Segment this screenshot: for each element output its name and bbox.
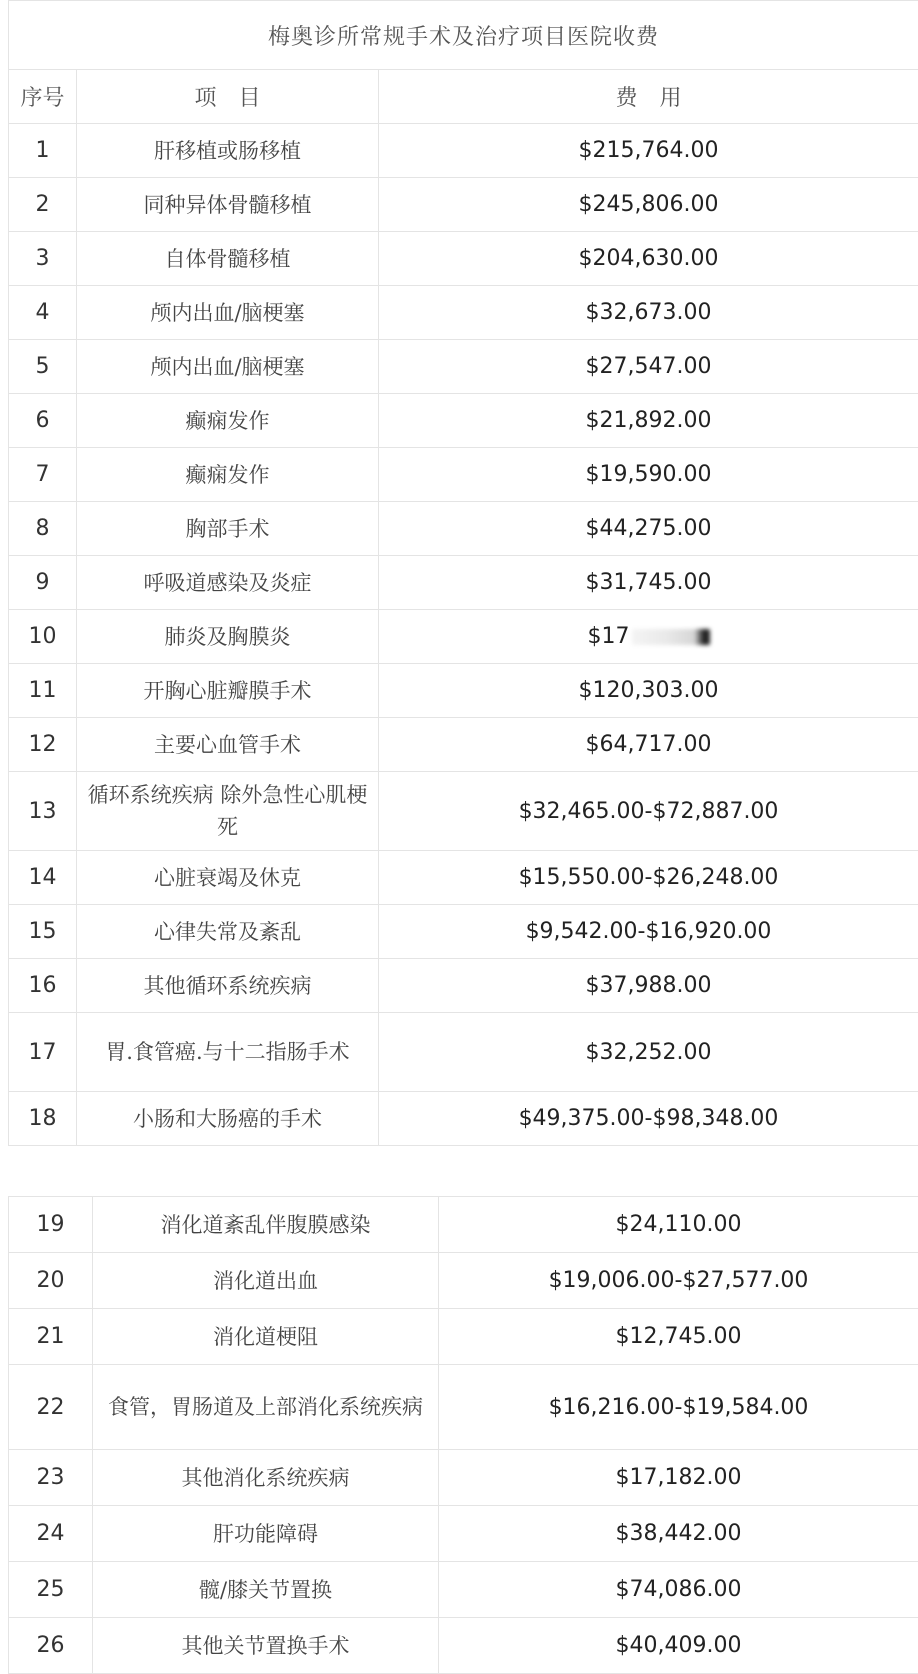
row-fee: $19,590.00 [379,448,918,502]
table-row [9,1365,918,1450]
row-fee: $9,542.00-$16,920.00 [379,905,918,959]
row-fee: $19,006.00-$27,577.00 [439,1253,918,1309]
row-fee: $49,375.00-$98,348.00 [379,1092,918,1146]
row-number: 15 [9,905,77,959]
table-title-row [9,1,918,70]
table-row [9,1618,918,1674]
row-fee: $16,216.00-$19,584.00 [439,1365,918,1450]
row-item: 心脏衰竭及休克 [77,851,379,905]
row-item: 胸部手术 [77,502,379,556]
row-item: 呼吸道感染及炎症 [77,556,379,610]
row-number: 3 [9,232,77,286]
row-number: 17 [9,1013,77,1092]
row-item: 主要心血管手术 [77,718,379,772]
row-number: 25 [9,1562,93,1618]
row-number: 16 [9,959,77,1013]
table-row [9,232,918,286]
row-fee: $37,988.00 [379,959,918,1013]
fee-table-part-1 [8,0,918,1146]
row-item: 肝功能障碍 [93,1506,439,1562]
fee-table-part-2 [8,1196,918,1674]
table-row [9,1253,918,1309]
row-fee: $245,806.00 [379,178,918,232]
row-fee: $17,182.00 [439,1450,918,1506]
header-item: 项 目 [77,70,379,124]
row-fee: $12,745.00 [439,1309,918,1365]
table-row [9,1450,918,1506]
row-item: 小肠和大肠癌的手术 [77,1092,379,1146]
row-number: 6 [9,394,77,448]
table-row [9,664,918,718]
row-number: 5 [9,340,77,394]
table-row [9,1013,918,1092]
table-row [9,1309,918,1365]
row-number: 20 [9,1253,93,1309]
row-fee: $21,892.00 [379,394,918,448]
row-fee: $31,745.00 [379,556,918,610]
table-row [9,340,918,394]
table-row [9,610,918,664]
table-row [9,124,918,178]
row-number: 9 [9,556,77,610]
table-header-row [9,70,918,124]
row-item: 颅内出血/脑梗塞 [77,286,379,340]
row-fee: $24,110.00 [439,1197,918,1253]
row-item: 循环系统疾病 除外急性心肌梗死 [77,772,379,851]
row-number: 2 [9,178,77,232]
table-row [9,502,918,556]
header-fee: 费 用 [379,70,918,124]
header-no: 序号 [9,70,77,124]
row-number: 4 [9,286,77,340]
row-item: 食管，胃肠道及上部消化系统疾病 [93,1365,439,1450]
table-row [9,718,918,772]
table-row [9,448,918,502]
table-row [9,286,918,340]
row-number: 1 [9,124,77,178]
row-item: 肝移植或肠移植 [77,124,379,178]
table-row [9,772,918,851]
row-item: 髋/膝关节置换 [93,1562,439,1618]
row-item: 消化道出血 [93,1253,439,1309]
row-item: 肺炎及胸膜炎 [77,610,379,664]
row-item: 心律失常及紊乱 [77,905,379,959]
row-item: 癫痫发作 [77,394,379,448]
table-row [9,1092,918,1146]
row-number: 11 [9,664,77,718]
row-number: 8 [9,502,77,556]
row-number: 18 [9,1092,77,1146]
row-item: 癫痫发作 [77,448,379,502]
table-row [9,394,918,448]
row-number: 12 [9,718,77,772]
row-fee: $15,550.00-$26,248.00 [379,851,918,905]
row-number: 7 [9,448,77,502]
row-number: 19 [9,1197,93,1253]
row-fee: $44,275.00 [379,502,918,556]
table-row [9,1197,918,1253]
page-title: 梅奥诊所常规手术及治疗项目医院收费 [9,1,918,70]
row-fee: $74,086.00 [439,1562,918,1618]
row-number: 13 [9,772,77,851]
row-item: 其他消化系统疾病 [93,1450,439,1506]
row-number: 26 [9,1618,93,1674]
table-row [9,959,918,1013]
row-item: 颅内出血/脑梗塞 [77,340,379,394]
row-fee: $120,303.00 [379,664,918,718]
row-item: 消化道梗阻 [93,1309,439,1365]
row-fee: $17 [379,610,918,664]
row-fee: $32,465.00-$72,887.00 [379,772,918,851]
table-row [9,556,918,610]
table-row [9,1562,918,1618]
table-row [9,905,918,959]
row-item: 胃.食管癌.与十二指肠手术 [77,1013,379,1092]
row-number: 22 [9,1365,93,1450]
row-fee: $32,252.00 [379,1013,918,1092]
row-item: 其他循环系统疾病 [77,959,379,1013]
table-row [9,851,918,905]
row-number: 23 [9,1450,93,1506]
row-fee: $32,673.00 [379,286,918,340]
row-item: 其他关节置换手术 [93,1618,439,1674]
row-fee: $27,547.00 [379,340,918,394]
row-fee: $64,717.00 [379,718,918,772]
row-number: 10 [9,610,77,664]
row-fee: $204,630.00 [379,232,918,286]
row-fee: $215,764.00 [379,124,918,178]
row-item: 同种异体骨髓移植 [77,178,379,232]
row-item: 消化道紊乱伴腹膜感染 [93,1197,439,1253]
table-row [9,1506,918,1562]
row-item: 开胸心脏瓣膜手术 [77,664,379,718]
row-number: 14 [9,851,77,905]
row-fee: $38,442.00 [439,1506,918,1562]
table-row [9,178,918,232]
row-number: 24 [9,1506,93,1562]
redaction-blur [632,629,710,645]
row-item: 自体骨髓移植 [77,232,379,286]
row-fee: $40,409.00 [439,1618,918,1674]
row-number: 21 [9,1309,93,1365]
